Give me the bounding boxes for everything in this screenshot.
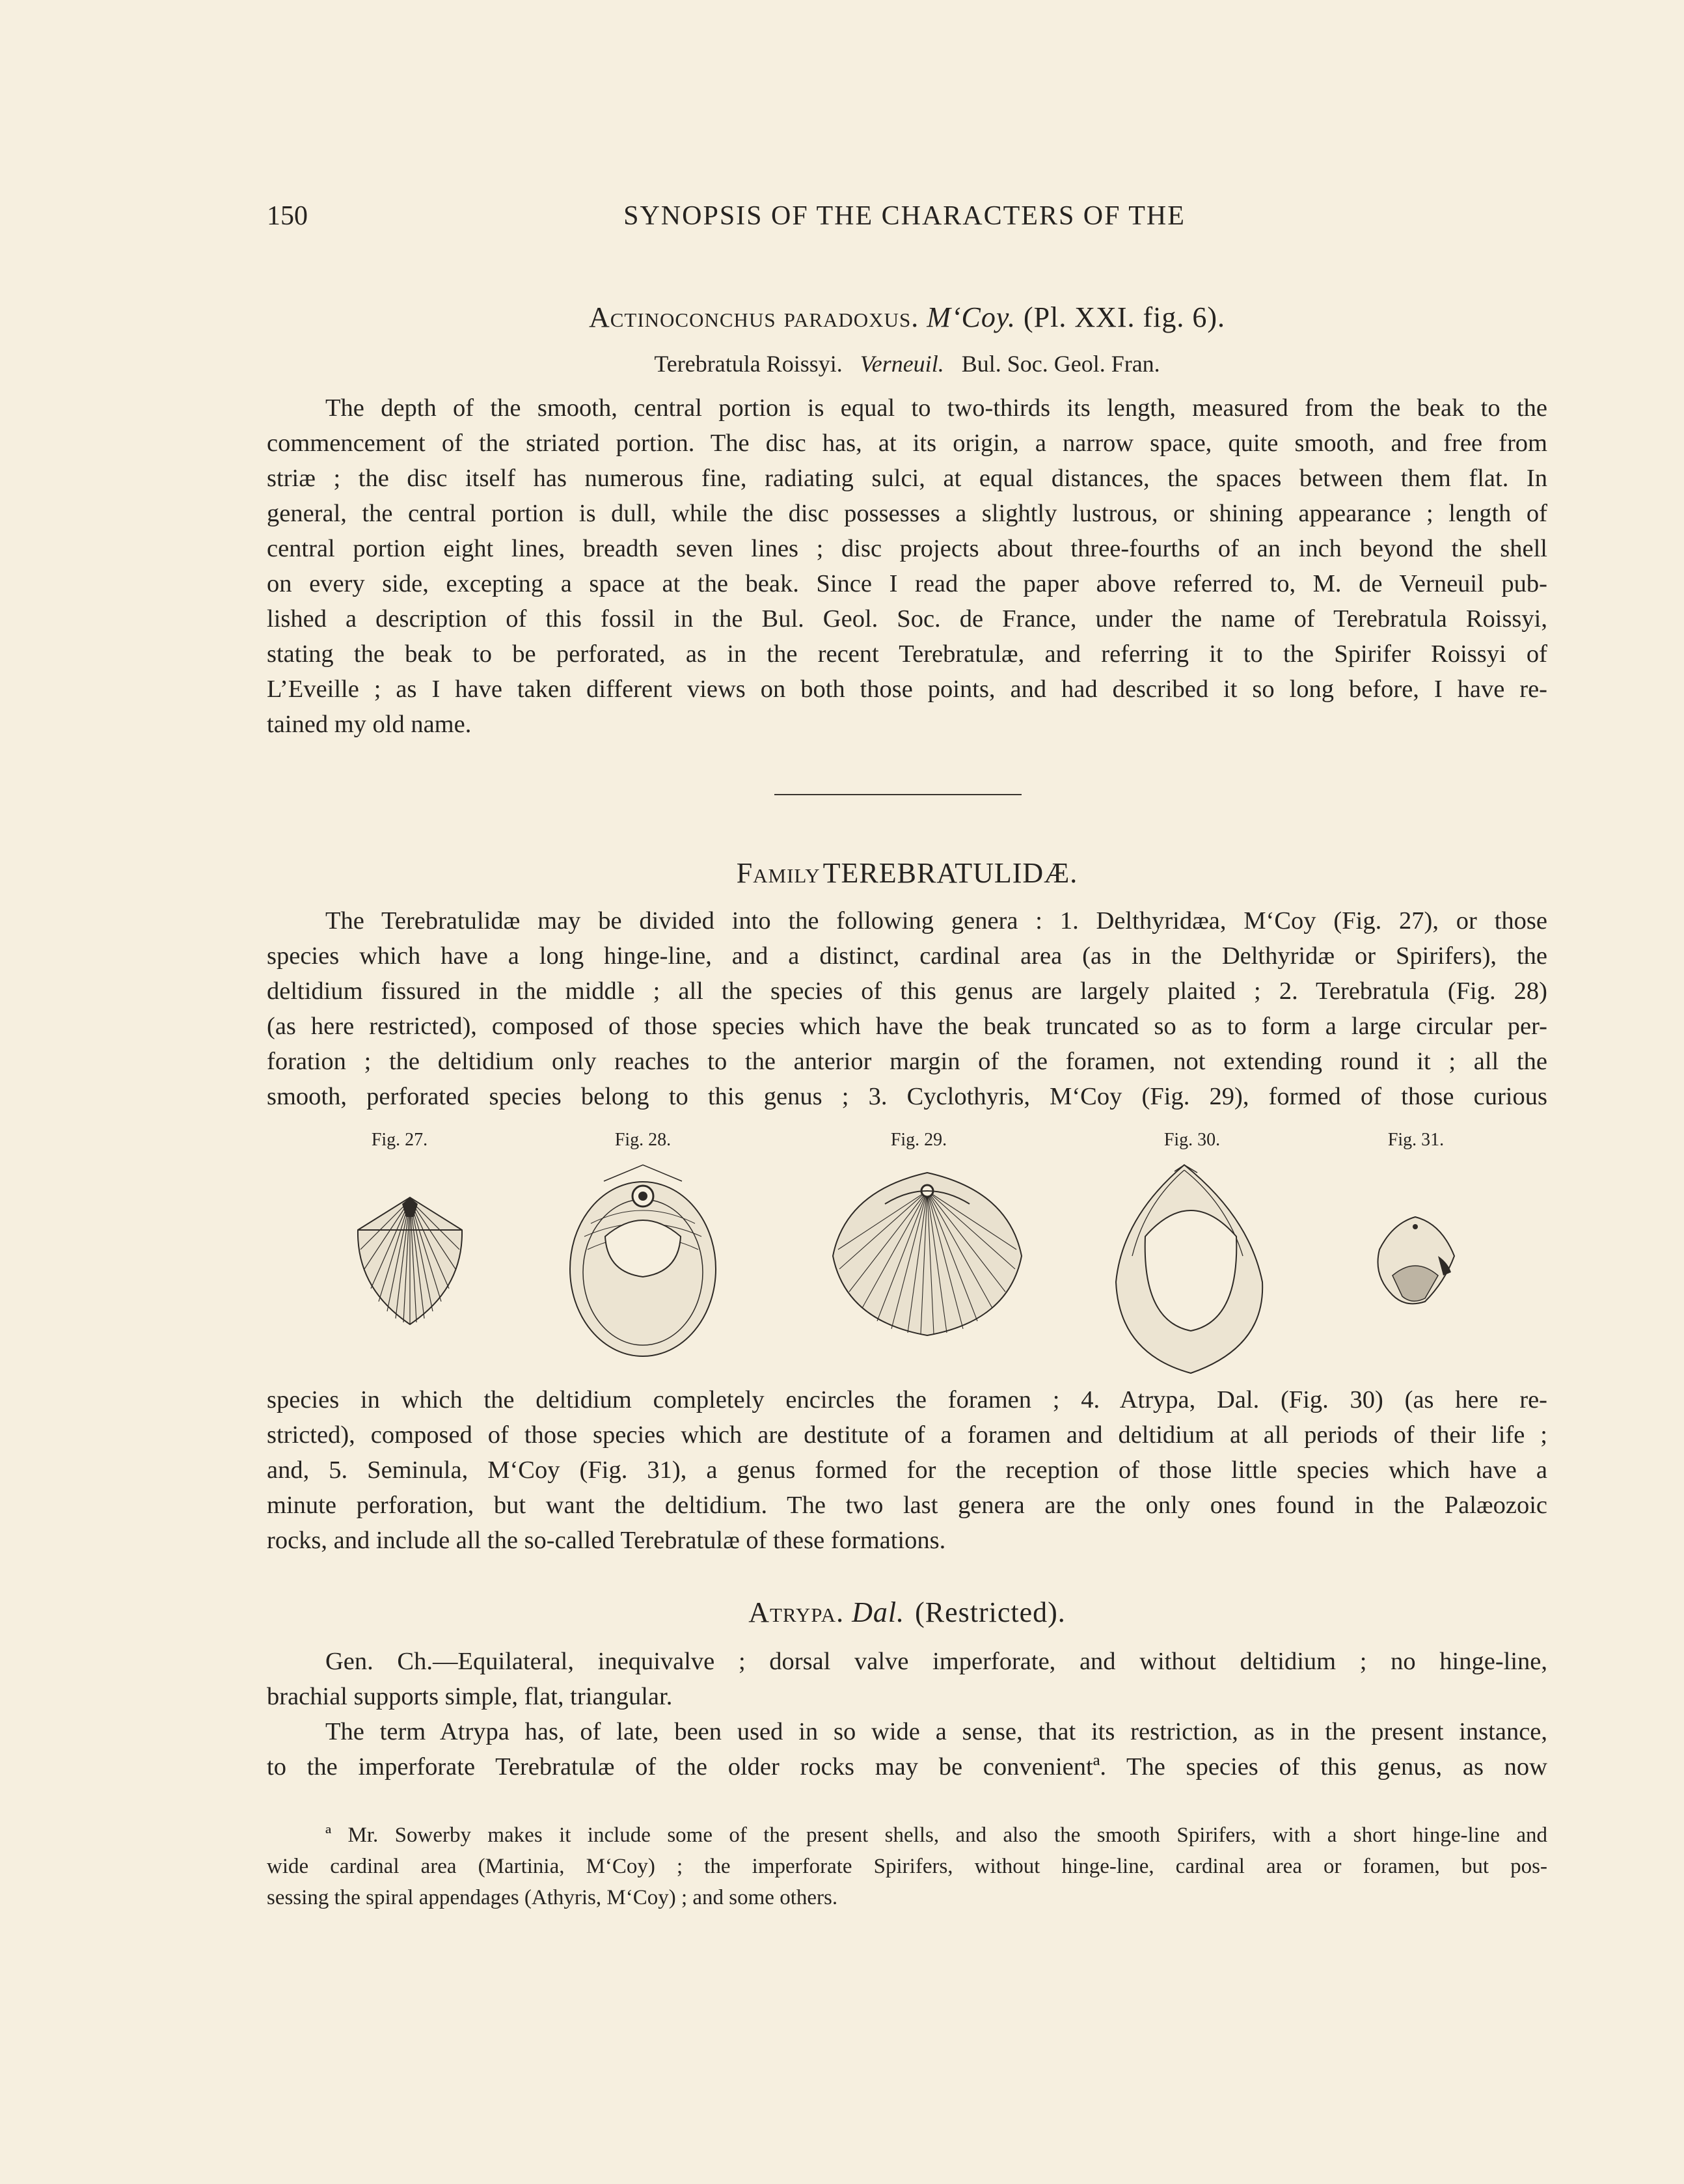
text-line: deltidium fissured in the middle ; all the species of this genus are largely plaited ; 2. Terebratula (Fig. 28)	[267, 977, 1547, 1005]
fig-27-delthyridaea-shell	[351, 1191, 469, 1328]
paragraph-actinoconchus	[267, 390, 1547, 742]
footnote	[267, 1820, 1547, 1913]
synonym-author: Verneuil.	[860, 351, 944, 377]
text-line: The depth of the smooth, central portion is equal to two-thirds its length, measured from the beak to the	[325, 394, 1547, 422]
page-number: 150	[267, 201, 308, 231]
genus-note: (Restricted).	[915, 1596, 1066, 1628]
footnote-line: sessing the spiral appendages (Athyris, M‘Coy) ; and some others.	[267, 1886, 838, 1909]
text-line: species which have a long hinge-line, and a distinct, cardinal area (as in the Delthyridæ or Spirifers), the	[267, 942, 1547, 970]
text-line: species in which the deltidium completely encircles the foramen ; 4. Atrypa, Dal. (Fig. 30) (as here re-	[267, 1386, 1547, 1413]
genus-author: Dal.	[852, 1596, 905, 1628]
text-line: striæ ; the disc itself has numerous fine, radiating sulci, at equal distances, the spaces between them flat. In	[267, 465, 1547, 492]
text-line: minute perforation, but want the deltidium. The two last genera are the only ones found in the Palæozoic	[267, 1492, 1547, 1519]
section-divider	[774, 794, 1022, 795]
fig-30-label: Fig. 30.	[1163, 1130, 1221, 1150]
text-line: general, the central portion is dull, while the disc possesses a slightly lustrous, or shining appearance ; length of	[267, 500, 1547, 527]
fig-28-terebratula-shell	[565, 1158, 721, 1360]
species-name: Actinoconchus paradoxus.	[588, 301, 919, 333]
text-line: on every side, excepting a space at the beak. Since I read the paper above referred to, M. de Verneuil pub-	[267, 570, 1547, 597]
text-line: (as here restricted), composed of those species which have the beak truncated so as to form a large circular per-	[267, 1013, 1547, 1040]
family-name: TEREBRATULIDÆ.	[822, 857, 1078, 889]
text-line: and, 5. Seminula, M‘Coy (Fig. 31), a genus formed for the reception of those little species which have a	[267, 1456, 1547, 1484]
text-line: L’Eveille ; as I have taken different views on both those points, and had described it so long before, I have re-	[267, 676, 1547, 703]
species-heading	[267, 301, 1547, 334]
fig-31-label: Fig. 31.	[1387, 1130, 1445, 1150]
text-line: tained my old name.	[267, 711, 472, 738]
text-line: foration ; the deltidium only reaches to the anterior margin of the foramen, not extending round it ; all the	[267, 1048, 1547, 1075]
text-line: stricted), composed of those species which are destitute of a foramen and deltidium at all periods of their life ;	[267, 1421, 1547, 1449]
text-line: smooth, perforated species belong to this genus ; 3. Cyclothyris, M‘Coy (Fig. 29), formed of those curious	[267, 1083, 1547, 1110]
text-line: The term Atrypa has, of late, been used in so wide a sense, that its restriction, as in the present instance,	[325, 1718, 1547, 1745]
genus-name: Atrypa.	[748, 1596, 845, 1628]
family-label: Family	[736, 857, 821, 889]
paragraph-atrypa	[267, 1644, 1547, 1784]
fig-28-label: Fig. 28.	[614, 1130, 672, 1150]
species-plate-ref: (Pl. XXI. fig. 6).	[1023, 301, 1226, 333]
fig-30-atrypa-shell	[1106, 1158, 1275, 1380]
text-line: lished a description of this fossil in the Bul. Geol. Soc. de France, under the name of Terebratula Roissyi,	[267, 605, 1547, 633]
running-head	[267, 200, 1542, 239]
synonym-name: Terebratula Roissyi.	[654, 351, 843, 377]
synonym-line	[267, 350, 1547, 377]
text-line: brachial supports simple, flat, triangular.	[267, 1683, 673, 1710]
species-author: M‘Coy.	[927, 301, 1016, 333]
text-line: rocks, and include all the so-called Terebratulæ of these formations.	[267, 1527, 946, 1554]
text-line: stating the beak to be perforated, as in the recent Terebratulæ, and referring it to the Spirifer Roissyi of	[267, 640, 1547, 668]
paragraph-terebratulidae-continued	[267, 1382, 1547, 1558]
fig-27-label: Fig. 27.	[371, 1130, 428, 1150]
paragraph-terebratulidae	[267, 903, 1547, 1114]
text-line: Gen. Ch.—Equilateral, inequivalve ; dorsal valve imperforate, and without deltidium ; no hinge-line,	[325, 1648, 1547, 1675]
footnote-line: wide cardinal area (Martinia, M‘Coy) ; the imperforate Spirifers, without hinge-line, cardinal area or foramen, but pos-	[267, 1855, 1547, 1878]
text-line: to the imperforate Terebratulæ of the older rocks may be convenientª. The species of this genus, as now	[267, 1753, 1547, 1781]
family-heading	[267, 856, 1547, 890]
text-line: central portion eight lines, breadth seven lines ; disc projects about three-fourths of an inch beyond the shell	[267, 535, 1547, 562]
fig-31-seminula-shell	[1366, 1210, 1464, 1315]
genus-heading	[267, 1596, 1547, 1629]
fig-29-cyclothyris-shell	[826, 1165, 1028, 1341]
text-line: The Terebratulidæ may be divided into the following genera : 1. Delthyridæa, M‘Coy (Fig. 27), or those	[325, 907, 1547, 935]
synonym-source: Bul. Soc. Geol. Fran.	[961, 351, 1160, 377]
running-title: SYNOPSIS OF THE CHARACTERS OF THE	[623, 201, 1186, 231]
text-line: commencement of the striated portion. The disc has, at its origin, a narrow space, quite smooth, and free from	[267, 430, 1547, 457]
fig-29-label: Fig. 29.	[890, 1130, 947, 1150]
footnote-line: ª Mr. Sowerby makes it include some of the present shells, and also the smooth Spirifers, with a short hinge-line and	[325, 1823, 1547, 1847]
